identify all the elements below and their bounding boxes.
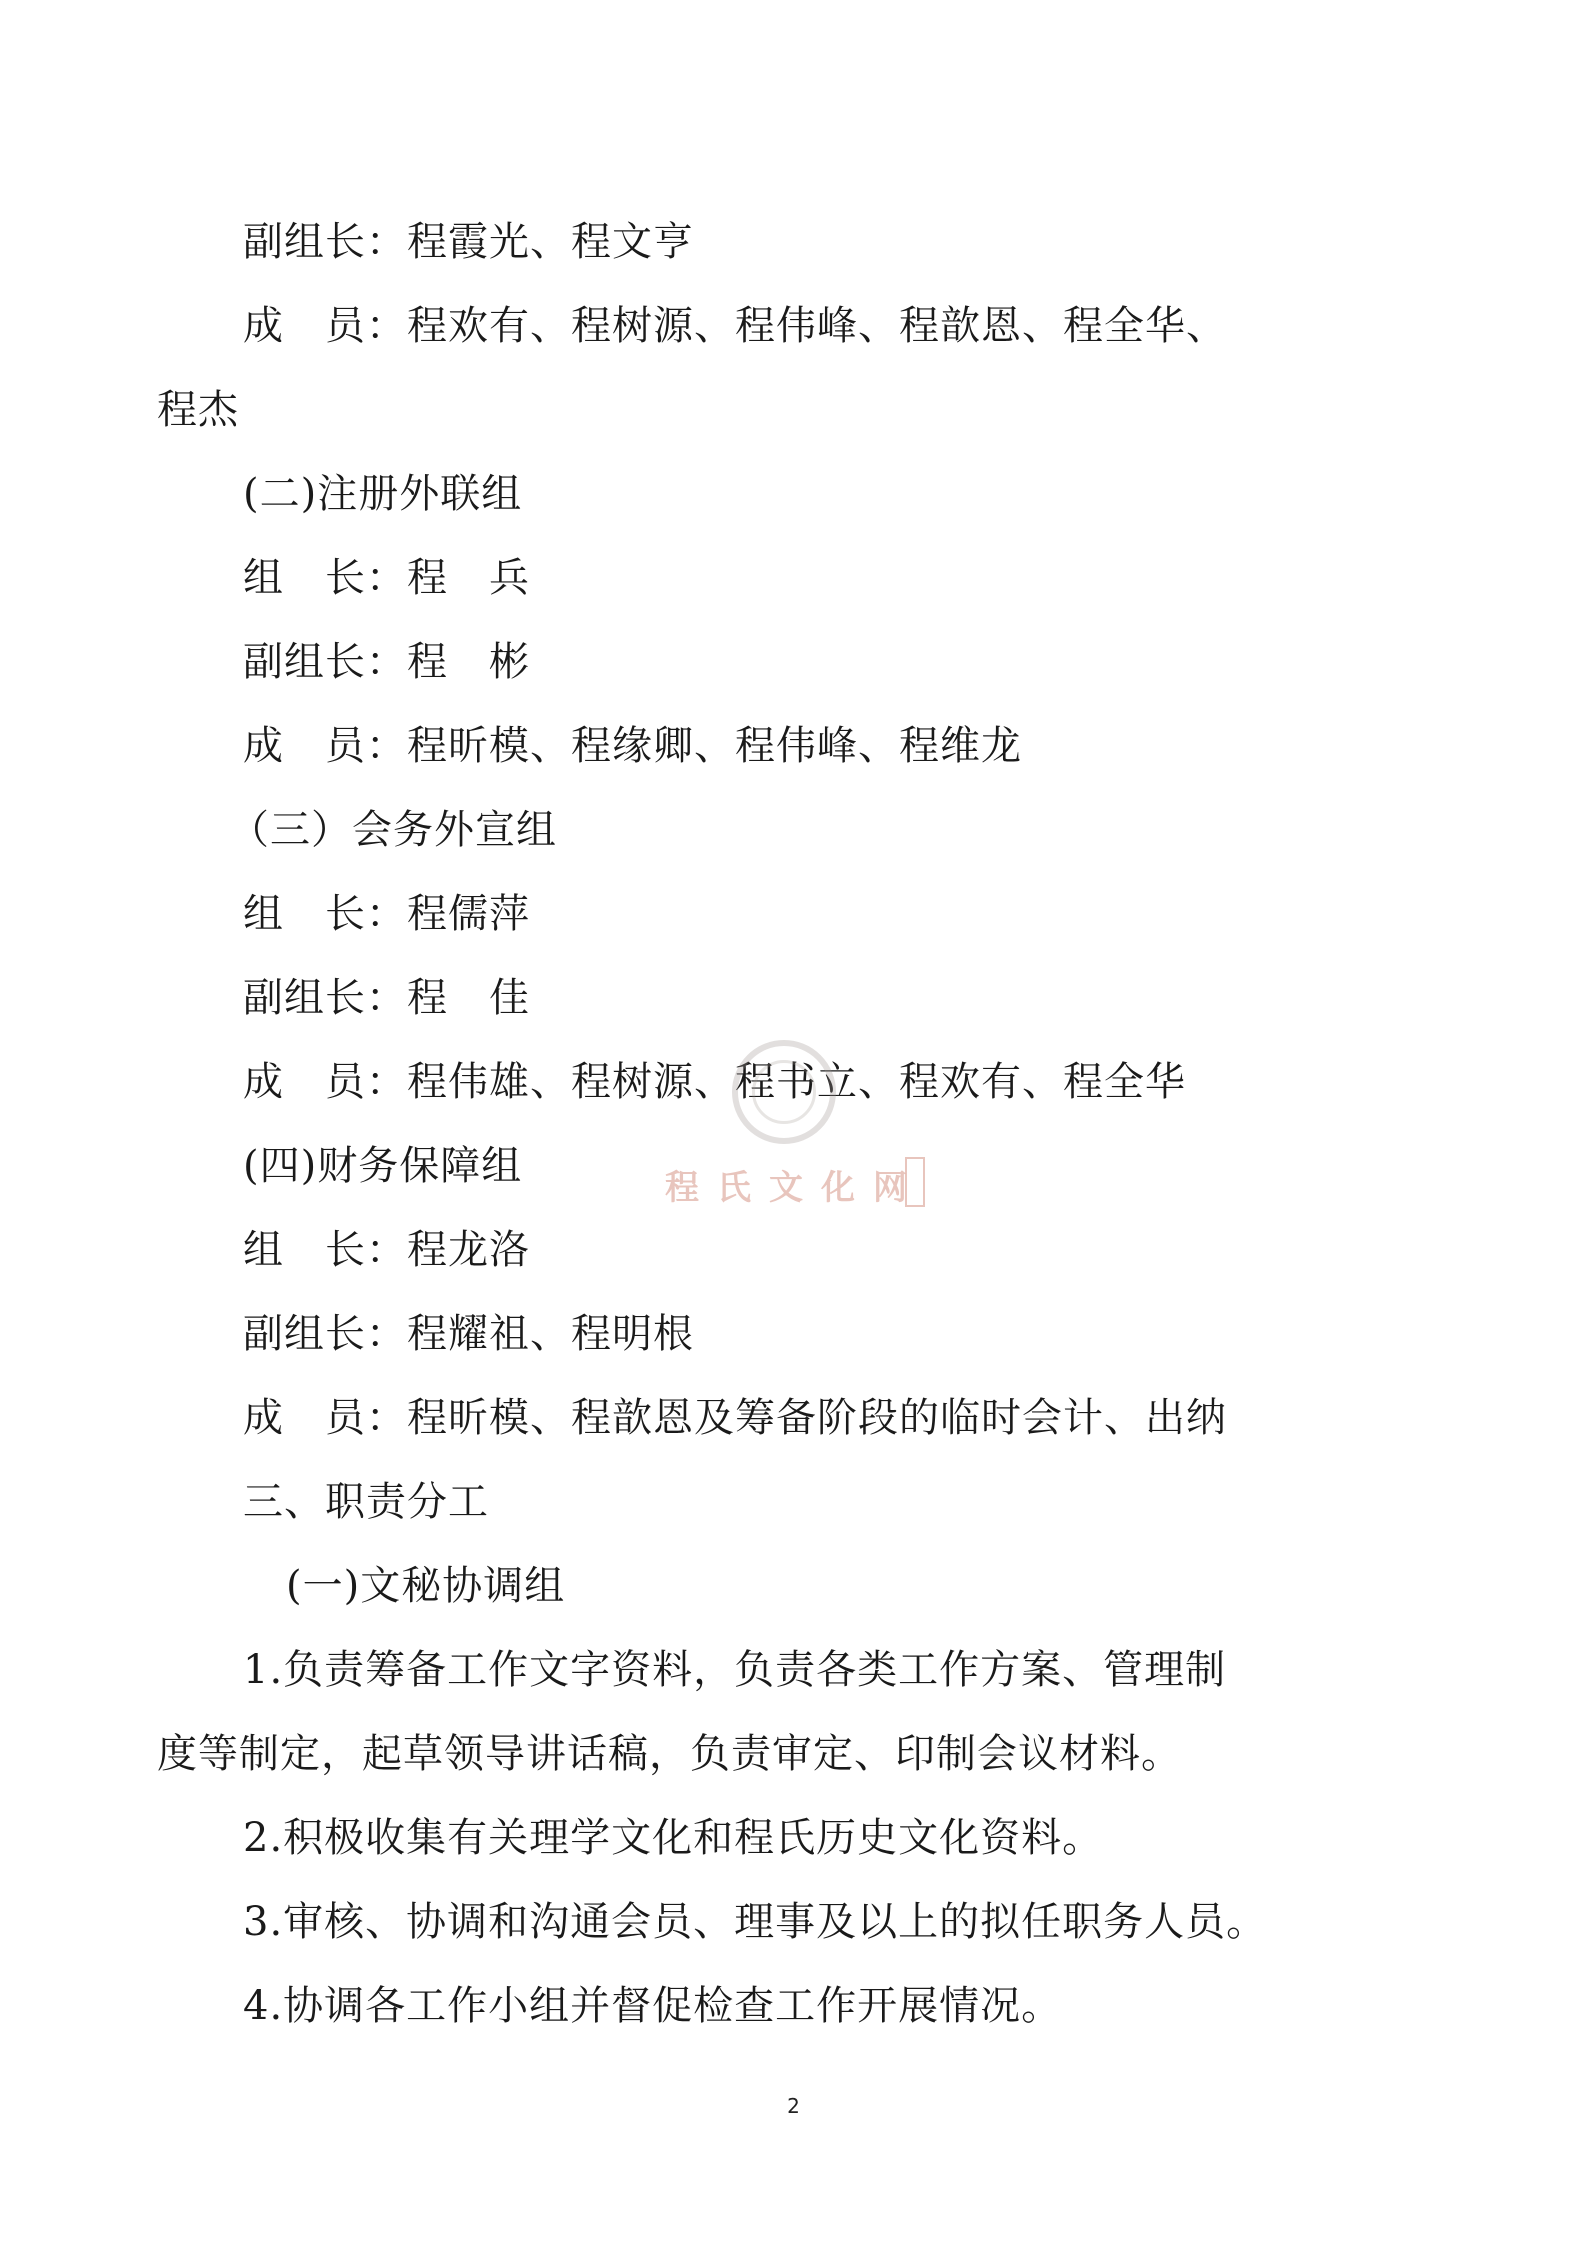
text-line: 程杰 bbox=[157, 387, 239, 433]
section-heading: (四)财务保障组 bbox=[243, 1143, 523, 1189]
section-heading: (一)文秘协调组 bbox=[286, 1563, 566, 1609]
text-line: 2.积极收集有关理学文化和程氏历史文化资料。 bbox=[243, 1815, 1104, 1861]
text-line: 成 员：程昕模、程缘卿、程伟峰、程维龙 bbox=[243, 723, 1022, 769]
section-heading: （三）会务外宣组 bbox=[229, 807, 557, 853]
text-line: 4.协调各工作小组并督促检查工作开展情况。 bbox=[243, 1983, 1063, 2029]
text-line: 3.审核、协调和沟通会员、理事及以上的拟任职务人员。 bbox=[243, 1899, 1268, 1945]
watermark-seal-icon bbox=[732, 1040, 836, 1144]
text-line: 1.负责筹备工作文字资料，负责各类工作方案、管理制 bbox=[243, 1647, 1227, 1693]
text-line: 副组长：程 佳 bbox=[243, 975, 530, 1021]
text-line: 组 长：程龙洛 bbox=[243, 1227, 530, 1273]
text-line: 副组长：程霞光、程文亨 bbox=[243, 219, 694, 265]
text-line: 组 长：程儒萍 bbox=[243, 891, 530, 937]
text-line: 副组长：程 彬 bbox=[243, 639, 530, 685]
section-heading: 三、职责分工 bbox=[243, 1479, 489, 1525]
text-line: 成 员：程昕模、程歆恩及筹备阶段的临时会计、出纳 bbox=[243, 1395, 1227, 1441]
section-heading: (二)注册外联组 bbox=[243, 471, 523, 517]
watermark-text: 程氏文化网 bbox=[665, 1168, 925, 1208]
watermark-seal-inner bbox=[752, 1060, 816, 1124]
text-line: 组 长：程 兵 bbox=[243, 555, 530, 601]
text-line: 副组长：程耀祖、程明根 bbox=[243, 1311, 694, 1357]
watermark-stamp-icon bbox=[905, 1157, 925, 1207]
page-number: 2 bbox=[787, 2094, 800, 2118]
text-line: 成 员：程伟雄、程树源、程书立、程欢有、程全华 bbox=[243, 1059, 1186, 1105]
text-line: 成 员：程欢有、程树源、程伟峰、程歆恩、程全华、 bbox=[243, 303, 1227, 349]
text-line: 度等制定，起草领导讲话稿，负责审定、印制会议材料。 bbox=[157, 1731, 1182, 1777]
